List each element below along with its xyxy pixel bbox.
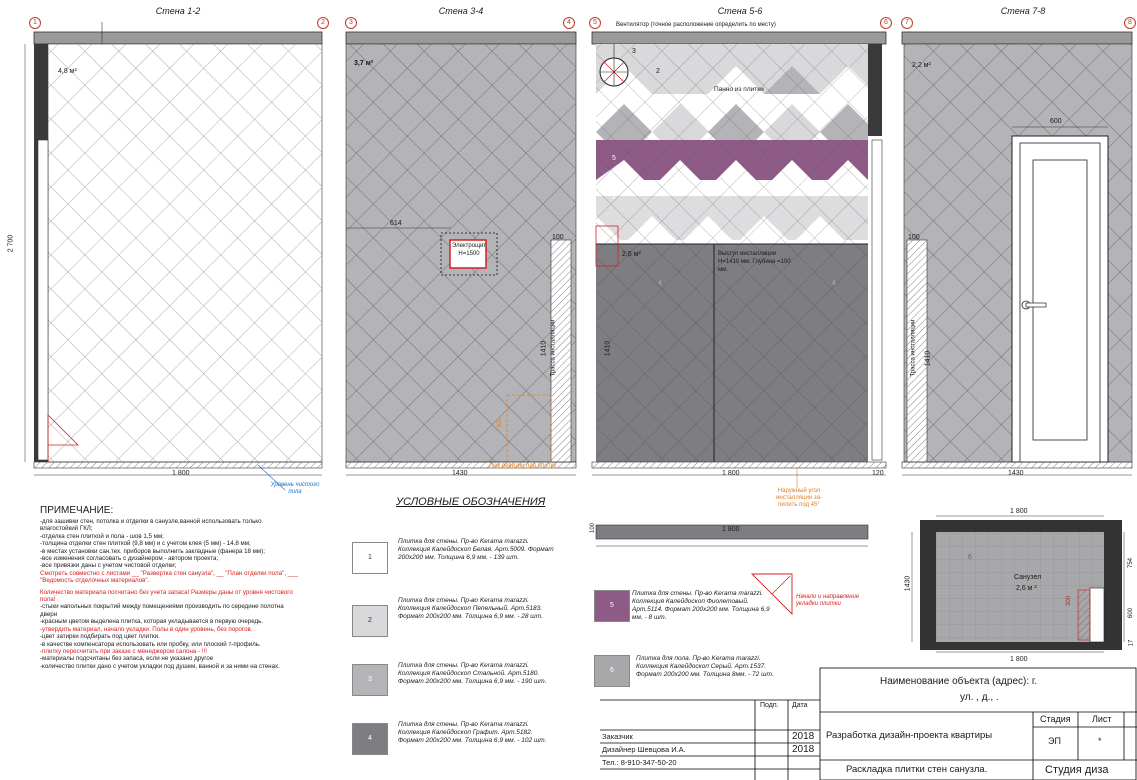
area-label: 4,8 м² [58, 68, 77, 75]
pipe-route-label: Трасса инсталляции [910, 319, 917, 377]
area-label: 2,6 м² [622, 251, 641, 258]
dimension-1410: 1410 [540, 340, 548, 357]
designer-year: 2018 [792, 744, 815, 755]
width-dimension: 1430 [1008, 470, 1024, 477]
studio-name: Студия диза [1045, 764, 1109, 776]
sheet-title: Раскладка плитки стен санузла. [846, 764, 988, 775]
sheet-value: * [1098, 736, 1102, 746]
legend-swatch-5: 5 [594, 590, 630, 622]
note-line: -утвердить материал, начало укладки. Полы в один уровень, без порогов. [40, 625, 253, 633]
sheet-header: Лист [1092, 714, 1112, 724]
stage-value: ЭП [1048, 736, 1061, 746]
phone-label: Тел.: 8-910-347-50-20 [602, 758, 677, 767]
switchboard-label: Электрощит H=1500 [452, 243, 487, 257]
axis-marker-7: 7 [901, 17, 913, 29]
wall-7-8 [902, 32, 1132, 475]
legend-swatch-3: 3 [352, 664, 388, 696]
legend-text-2: Плитка для стены. Пр-во Kerama marazzi. Коллекция Калейдоскоп Пепельный. Арт.5183. Формат 200x200 мм. Толщина 6,9 мм. - 28 шт. [398, 597, 543, 620]
corner-note: Наружный угол инсталляции за-пилить под 45° [776, 488, 822, 508]
axis-marker-5: 5 [589, 17, 601, 29]
dimension-1410: 1410 [604, 340, 612, 357]
hatch-dimension-300: 300 [1066, 595, 1073, 607]
pipe-route-label: Трасса инсталляции [550, 319, 557, 377]
customer-label: Заказчик [602, 732, 633, 741]
date-column-header: Дата [792, 702, 808, 709]
wall-1-2 [25, 22, 322, 490]
note-line: -стыки напольных покрытий между помещениями производить по середине полотна двери [40, 603, 284, 618]
legend-text-1: Плитка для стены. Пр-во Kerama marazzi. Коллекция Калейдоскоп Белая. Арт.5009. Формат 200x200 мм. Толщина 6,9 мм. - 139 шт. [398, 538, 554, 561]
customer-year: 2018 [792, 731, 815, 742]
floor-tile-number: 6 [968, 554, 972, 561]
axis-marker-8: 8 [1124, 17, 1136, 29]
start-direction-label: Начало и направление укладки плитки [796, 594, 860, 607]
tile-number-5: 5 [612, 155, 616, 162]
wall-title-7-8: Стена 7-8 [1000, 6, 1046, 16]
designer-label: Дизайнер Шевцова И.А. [602, 745, 686, 754]
axis-marker-3: 3 [345, 17, 357, 29]
hatch-label: Люк ревизии под плитку [489, 463, 557, 469]
note-line: -все изменения согласовать с дизайнером - автором проекта; [40, 555, 219, 563]
note-line: -красным цветом выделена плитка, которая укладывается в первую очередь. [40, 618, 264, 626]
width-dimension: 1 800 [172, 470, 190, 477]
axis-marker-1: 1 [29, 17, 41, 29]
dimension-754: 754 [1128, 557, 1135, 569]
note-line: -плитку пересчитать при заказе с менеджером салона - !!! [40, 647, 207, 655]
legend-swatch-2: 2 [352, 605, 388, 637]
area-label: 3,7 м² [354, 60, 374, 67]
project-title: Разработка дизайн-проекта квартиры [826, 730, 993, 741]
floor-level-label: Уровень чистого пола [270, 482, 320, 495]
stage-header: Стадия [1040, 714, 1071, 724]
fan-label: Вентилятор (точное расположение определить по месту) [616, 22, 776, 28]
note-line: -в качестве компенсатора использовать или пробку, или плоский т-профиль. [40, 640, 261, 648]
note-line: Количество материала посчитано без учета запаса! Размеры даны от уровня чистового пола! [40, 588, 293, 604]
legend-swatch-4: 4 [352, 723, 388, 755]
dimension-614: 614 [390, 220, 402, 227]
plan-left-dimension: 1430 [904, 575, 912, 592]
tile-panel-label: Панно из плитки [714, 86, 764, 93]
dimension-100: 100 [552, 234, 564, 241]
note-line: -отделка стен плиткой и пола - шов 1,5 мм; [40, 532, 164, 540]
note-line: -для зашивки стен, потолка и отделки в санузле,ванной использовать только влагостойкий ГКЛ; [40, 518, 262, 533]
note-line: -в местах установки сан.тех. приборов выполнить закладные (фанера 18 мм); [40, 547, 265, 555]
dimension-600: 600 [1128, 607, 1135, 619]
legend-swatch-6: 6 [594, 655, 630, 687]
notes-title: ПРИМЕЧАНИЕ: [40, 505, 114, 516]
note-line: -материалы подсчитаны без запаса, если не указано другое [40, 655, 214, 663]
axis-marker-4: 4 [563, 17, 575, 29]
dimension-100: 100 [908, 234, 920, 241]
floor-plan [912, 516, 1124, 652]
wall-title-1-2: Стена 1-2 [155, 6, 201, 16]
notes-list [40, 518, 300, 670]
strip-dimension-1800: 1 800 [722, 526, 740, 533]
dimension-17: 17 [1128, 639, 1135, 647]
dimension-1410: 1410 [924, 350, 932, 367]
legend-text-6: Плитка для пола. Пр-во Kerama marazzi. Коллекция Калейдоскоп Серый. Арт.1537. Формат 200x200 мм. Толщина 8мм. - 72 шт. [636, 655, 774, 678]
tile-number-2: 2 [656, 68, 660, 75]
note-line: Смотреть совместно с листами __ "Развертка стен санузла", __ "План отделки пола", ___ "Ведомость отделочных материалов". [40, 569, 298, 585]
door-width-dimension: 600 [1050, 118, 1062, 125]
note-line: -все привязки даны с учетом чистовой отделки; [40, 562, 177, 570]
object-address-line1: Наименование объекта (адрес): г. [880, 676, 1038, 687]
tile-number-3: 3 [632, 48, 636, 55]
height-dimension: 2 700 [7, 234, 15, 253]
room-area: 2,6 м ² [1016, 585, 1037, 592]
width-dimension: 1 800 [722, 470, 740, 477]
plan-top-dimension: 1 800 [1010, 508, 1028, 515]
tile-number-4: 4 [832, 280, 836, 287]
room-name: Санузел [1014, 574, 1042, 581]
strip-dimension-100: 100 [590, 522, 597, 534]
axis-marker-6: 6 [880, 17, 892, 29]
plan-bottom-dimension: 1 800 [1010, 656, 1028, 663]
wall-title-3-4: Стена 3-4 [438, 6, 484, 16]
legend-text-5: Плитка для стены. Пр-во Kerama marazzi. Коллекция Калейдоскоп Фиолетовый. Арт.5114. Формат 200x200 мм. Толщина 6,9 мм. - 8 шт. [632, 590, 770, 621]
area-label: 2,2 м² [912, 62, 931, 69]
width-dimension: 1430 [452, 470, 468, 477]
legend-swatch-1: 1 [352, 542, 388, 574]
note-line: -количество плитки дано с учетом укладки под душем, ванной и за ними на стенах. [40, 662, 280, 670]
legend-text-4: Плитка для стены. Пр-во Kerama marazzi. Коллекция Калейдоскоп Графит. Арт.5182. Формат 200x200 мм. Толщина 6,9 мм. - 102 шт. [398, 721, 547, 744]
note-line: -цвет затирки подбирать под цвет плитки. [40, 633, 160, 641]
tile-number-4: 4 [658, 280, 662, 287]
tile-number-2: 2 [612, 194, 616, 201]
object-address-line2: ул. , д., . [960, 692, 999, 703]
installation-note: Выступ инсталляции H=1410 мм. Глубина =100 мм. [718, 251, 791, 273]
note-line: -толщина отделки стен плиткой (9,8 мм) и с учетом клея (5 мм) - 14,8 мм; [40, 540, 251, 548]
legend-title: УСЛОВНЫЕ ОБОЗНАЧЕНИЯ [396, 496, 546, 508]
legend-text-3: Плитка для стены. Пр-во Kerama marazzi. Коллекция Калейдоскоп Стальной. Арт.5180. Формат 200x200 мм. Толщина 6,9 мм. - 190 шт. [398, 662, 547, 685]
dimension-300: 300 [497, 417, 504, 429]
axis-marker-2: 2 [317, 17, 329, 29]
wall-title-5-6: Стена 5-6 [717, 6, 763, 16]
sign-column-header: Подп. [760, 702, 779, 709]
dimension-120: 120 [872, 470, 884, 477]
